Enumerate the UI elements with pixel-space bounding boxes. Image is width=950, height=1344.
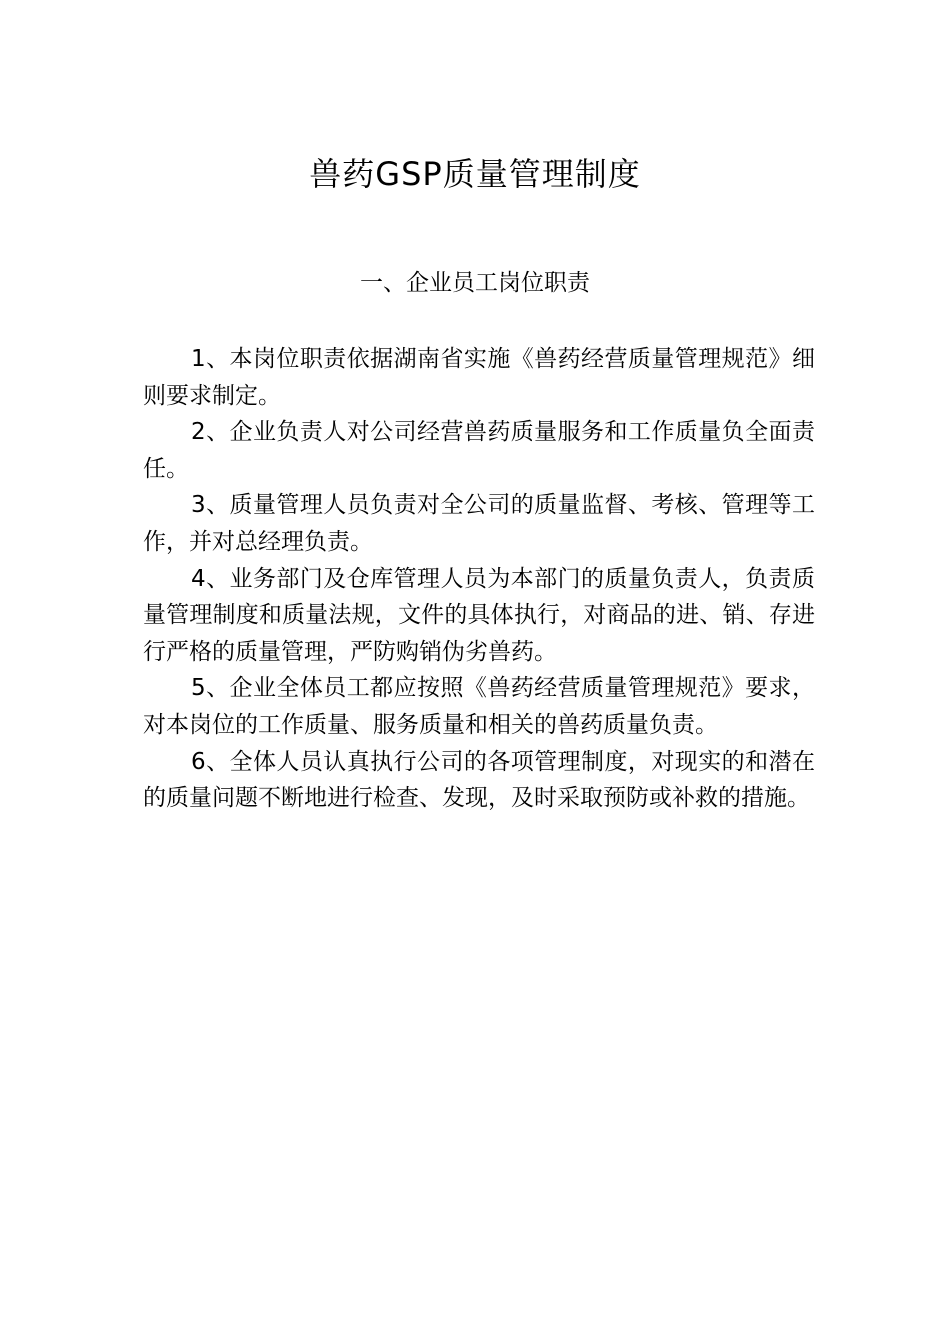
document-body — [143, 341, 815, 817]
paragraph-6: 6、全体人员认真执行公司的各项管理制度，对现实的和潜在的质量问题不断地进行检查、发现，及时采取预防或补救的措施。 — [143, 748, 815, 812]
document-title: 兽药GSP质量管理制度 — [309, 155, 641, 193]
paragraph-3: 3、质量管理人员负责对全公司的质量监督、考核、管理等工作，并对总经理负责。 — [143, 492, 815, 555]
paragraph-4: 4、业务部门及仓库管理人员为本部门的质量负责人，负责质量管理制度和质量法规，文件的具体执行，对商品的进、销、存进行严格的质量管理，严防购销伪劣兽药。 — [143, 565, 815, 665]
paragraph-5: 5、企业全体员工都应按照《兽药经营质量管理规范》要求，对本岗位的工作质量、服务质量和相关的兽药质量负责。 — [143, 675, 815, 738]
section-heading: 一、企业员工岗位职责 — [360, 270, 590, 296]
paragraph-2: 2、企业负责人对公司经营兽药质量服务和工作质量负全面责任。 — [143, 419, 815, 482]
paragraph-1: 1、本岗位职责依据湖南省实施《兽药经营质量管理规范》细则要求制定。 — [143, 346, 815, 409]
